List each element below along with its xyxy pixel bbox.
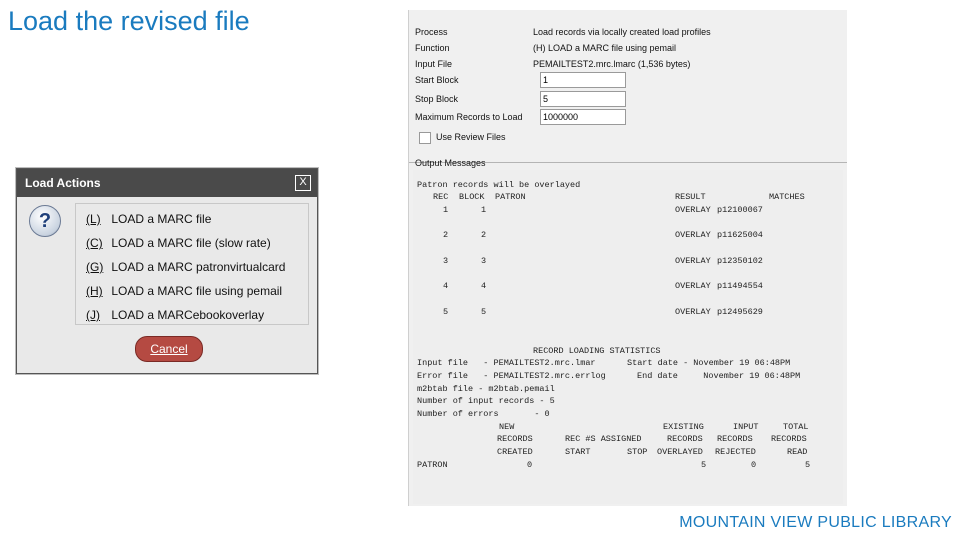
action-key: (H): [86, 284, 103, 298]
row-match: p12100067: [717, 205, 763, 215]
row-result: OVERLAY: [675, 307, 711, 317]
row-result: OVERLAY: [675, 230, 711, 240]
col-rec: REC: [433, 192, 449, 202]
max-records-field[interactable]: [540, 109, 626, 125]
row-block: 2: [481, 230, 487, 240]
action-label: LOAD a MARC patronvirtualcard: [111, 260, 286, 274]
action-key: (C): [86, 236, 103, 250]
dialog-titlebar: [17, 169, 317, 197]
max-records-label: Maximum Records to Load: [415, 112, 523, 122]
row-match: p11625004: [717, 230, 763, 240]
hdr-new-created: CREATED: [497, 447, 533, 457]
stats-start-date: Start date - November 19 06:48PM: [627, 358, 791, 368]
action-key: (G): [86, 260, 104, 274]
action-load-marcebookoverlay[interactable]: [86, 308, 264, 328]
process-label: Process: [415, 27, 448, 37]
patron-created: 0: [527, 460, 533, 470]
hdr-input-rejected: REJECTED: [715, 447, 756, 457]
start-block-field[interactable]: [540, 72, 626, 88]
hdr-stop: STOP: [627, 447, 648, 457]
action-label: LOAD a MARC file (slow rate): [111, 236, 271, 250]
col-matches: MATCHES: [769, 192, 805, 202]
row-block: 4: [481, 281, 487, 291]
stats-error-file: Error file - PEMAILTEST2.mrc.errlog: [417, 371, 606, 381]
stop-block-label: Stop Block: [415, 94, 459, 104]
action-load-marc-pemail[interactable]: [86, 284, 282, 304]
row-rec: 1: [443, 205, 449, 215]
action-load-marc-patronvirtualcard[interactable]: [86, 260, 285, 280]
question-icon: ?: [29, 205, 61, 237]
patron-read: 5: [805, 460, 811, 470]
review-files-checkbox[interactable]: [419, 132, 431, 144]
hdr-new-records: RECORDS: [497, 434, 533, 444]
row-result: OVERLAY: [675, 256, 711, 266]
actions-list: [75, 203, 309, 325]
patron-rejected: 0: [751, 460, 757, 470]
output-messages-header: Output Messages: [415, 158, 486, 168]
col-result: RESULT: [675, 192, 706, 202]
function-value: (H) LOAD a MARC file using pemail: [533, 43, 677, 53]
load-actions-dialog: [16, 168, 318, 374]
row-rec: 3: [443, 256, 449, 266]
action-label: LOAD a MARC file: [111, 212, 212, 226]
cancel-button[interactable]: Cancel: [135, 336, 203, 362]
row-block: 3: [481, 256, 487, 266]
row-match: p12495629: [717, 307, 763, 317]
col-patron: PATRON: [495, 192, 526, 202]
hdr-new: NEW: [499, 422, 515, 432]
start-block-label: Start Block: [415, 75, 459, 85]
patron-overlayed: 5: [701, 460, 707, 470]
row-rec: 2: [443, 230, 449, 240]
slide-title: Load the revised file: [8, 6, 250, 36]
row-block: 1: [481, 205, 487, 215]
review-files-label: Use Review Files: [436, 132, 506, 142]
dialog-title: Load Actions: [25, 176, 101, 190]
stats-num-input: Number of input records - 5: [417, 396, 555, 406]
footer-library-name: MOUNTAIN VIEW PUBLIC LIBRARY: [679, 514, 952, 531]
close-icon[interactable]: X: [295, 175, 311, 191]
row-match: p12350102: [717, 256, 763, 266]
function-label: Function: [415, 43, 450, 53]
hdr-rec-start: START: [565, 447, 591, 457]
stats-input-file: Input file - PEMAILTEST2.mrc.lmar: [417, 358, 596, 368]
stats-end-date: End date November 19 06:48PM: [637, 371, 801, 381]
action-label: LOAD a MARC file using pemail: [111, 284, 283, 298]
row-block: 5: [481, 307, 487, 317]
hdr-input: INPUT: [733, 422, 759, 432]
stop-block-field[interactable]: [540, 91, 626, 107]
col-block: BLOCK: [459, 192, 485, 202]
patron-row-label: PATRON: [417, 460, 448, 470]
row-rec: 5: [443, 307, 449, 317]
hdr-total-records: RECORDS: [771, 434, 807, 444]
hdr-rec-assigned: REC #S ASSIGNED: [565, 434, 642, 444]
hdr-existing-records: RECORDS: [667, 434, 703, 444]
process-value: Load records via locally created load profiles: [533, 27, 711, 37]
action-key: (L): [86, 212, 101, 226]
action-load-marc-slow[interactable]: [86, 236, 271, 256]
action-label: LOAD a MARCebookoverlay: [111, 308, 265, 322]
load-panel: [408, 10, 847, 506]
overlay-message: Patron records will be overlayed: [417, 180, 581, 190]
output-messages-area: [413, 170, 843, 504]
action-load-marc-file[interactable]: [86, 212, 211, 232]
stats-title: RECORD LOADING STATISTICS: [533, 346, 661, 356]
row-match: p11494554: [717, 281, 763, 291]
hdr-total-read: READ: [787, 447, 808, 457]
hdr-total: TOTAL: [783, 422, 809, 432]
input-file-label: Input File: [415, 59, 453, 69]
action-key: (J): [86, 308, 100, 322]
hdr-existing: EXISTING: [663, 422, 704, 432]
row-rec: 4: [443, 281, 449, 291]
stats-m2btab: m2btab file - m2btab.pemail: [417, 384, 555, 394]
hdr-existing-overlayed: OVERLAYED: [657, 447, 703, 457]
input-file-value: PEMAILTEST2.mrc.lmarc (1,536 bytes): [533, 59, 691, 69]
row-result: OVERLAY: [675, 205, 711, 215]
hdr-input-records: RECORDS: [717, 434, 753, 444]
row-result: OVERLAY: [675, 281, 711, 291]
stats-num-errors: Number of errors - 0: [417, 409, 550, 419]
